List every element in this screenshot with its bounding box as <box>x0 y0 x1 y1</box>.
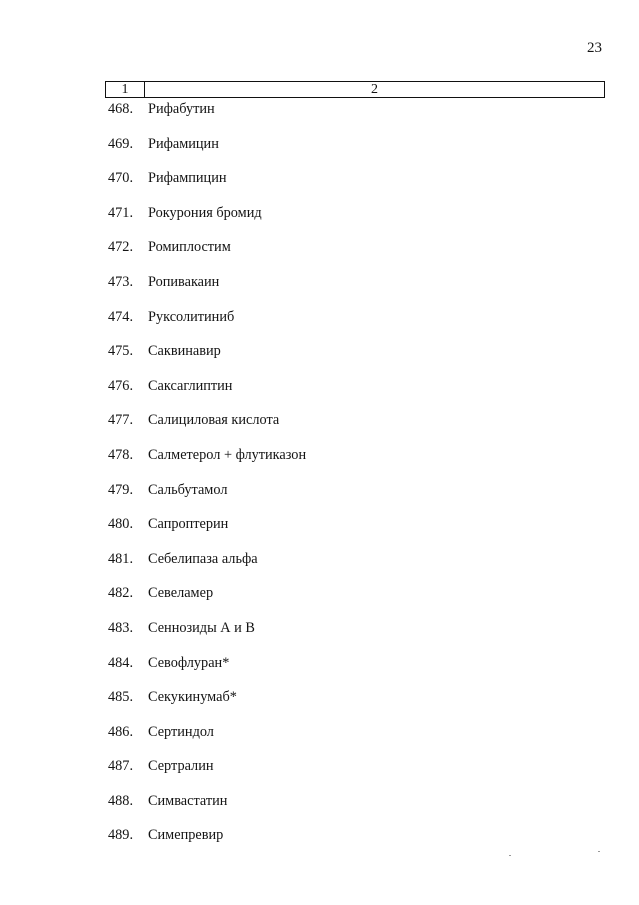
item-number: 478. <box>108 446 134 463</box>
item-number: 481. <box>108 550 134 567</box>
item-number: 477. <box>108 412 134 429</box>
drug-name: Симепревир <box>148 827 224 844</box>
list-item <box>0 618 639 653</box>
scan-speck <box>509 855 511 856</box>
drug-name: Сертиндол <box>148 723 214 740</box>
drug-name: Рифампицин <box>148 170 227 187</box>
item-number: 475. <box>108 343 134 360</box>
list-item <box>0 376 639 411</box>
item-number: 470. <box>108 170 134 187</box>
drug-name: Рифамицин <box>148 135 219 152</box>
drug-name: Руксолитиниб <box>148 308 235 325</box>
list-item <box>0 168 639 203</box>
item-number: 482. <box>108 585 134 602</box>
drug-name: Саквинавир <box>148 343 221 360</box>
drug-name: Рокурония бромид <box>148 204 262 221</box>
drug-name: Севеламер <box>148 585 214 602</box>
list-item <box>0 410 639 445</box>
list-item <box>0 272 639 307</box>
drug-name: Севофлуран* <box>148 654 230 671</box>
drug-name: Сапроптерин <box>148 516 229 533</box>
item-number: 487. <box>108 758 134 775</box>
item-number: 469. <box>108 135 134 152</box>
drug-name: Секукинумаб* <box>148 689 237 706</box>
list-item <box>0 756 639 791</box>
item-number: 485. <box>108 689 134 706</box>
item-number: 474. <box>108 308 134 325</box>
drug-name: Сертралин <box>148 758 214 775</box>
item-number: 489. <box>108 827 134 844</box>
list-item <box>0 825 639 860</box>
drug-name: Рифабутин <box>148 101 215 117</box>
drug-name: Себелипаза альфа <box>148 550 258 567</box>
item-number: 484. <box>108 654 134 671</box>
item-number: 483. <box>108 619 134 636</box>
list-item <box>0 549 639 584</box>
page-number: 23 <box>587 40 602 56</box>
list-item <box>0 445 639 480</box>
list-item <box>0 134 639 169</box>
list-item <box>0 307 639 342</box>
list-item <box>0 791 639 826</box>
list-item <box>0 480 639 515</box>
list-item <box>0 687 639 722</box>
drug-name: Ромиплостим <box>148 239 231 256</box>
item-number: 476. <box>108 377 134 394</box>
item-number: 473. <box>108 273 134 290</box>
table-header-col1: 1 <box>106 82 145 97</box>
drug-name: Салициловая кислота <box>148 412 280 429</box>
drug-name: Ропивакаин <box>148 273 220 290</box>
item-number: 488. <box>108 792 134 809</box>
list-item <box>0 514 639 549</box>
list-item <box>0 237 639 272</box>
list-item <box>0 583 639 618</box>
item-number: 472. <box>108 239 134 256</box>
list-item <box>0 341 639 376</box>
table-header <box>105 81 605 98</box>
drug-name: Сеннозиды А и В <box>148 619 255 636</box>
item-number: 479. <box>108 481 134 498</box>
list-item <box>0 653 639 688</box>
scan-speck <box>598 851 600 852</box>
drug-name: Сальбутамол <box>148 481 228 498</box>
drug-list <box>0 99 639 860</box>
list-item <box>0 203 639 238</box>
item-number: 468. <box>108 101 134 117</box>
item-number: 471. <box>108 204 134 221</box>
item-number: 480. <box>108 516 134 533</box>
drug-name: Салметерол + флутиказон <box>148 446 307 463</box>
item-number: 486. <box>108 723 134 740</box>
drug-name: Симвастатин <box>148 792 228 809</box>
drug-name: Саксаглиптин <box>148 377 233 394</box>
list-item <box>0 99 639 134</box>
list-item <box>0 722 639 757</box>
table-header-col2: 2 <box>371 82 378 97</box>
